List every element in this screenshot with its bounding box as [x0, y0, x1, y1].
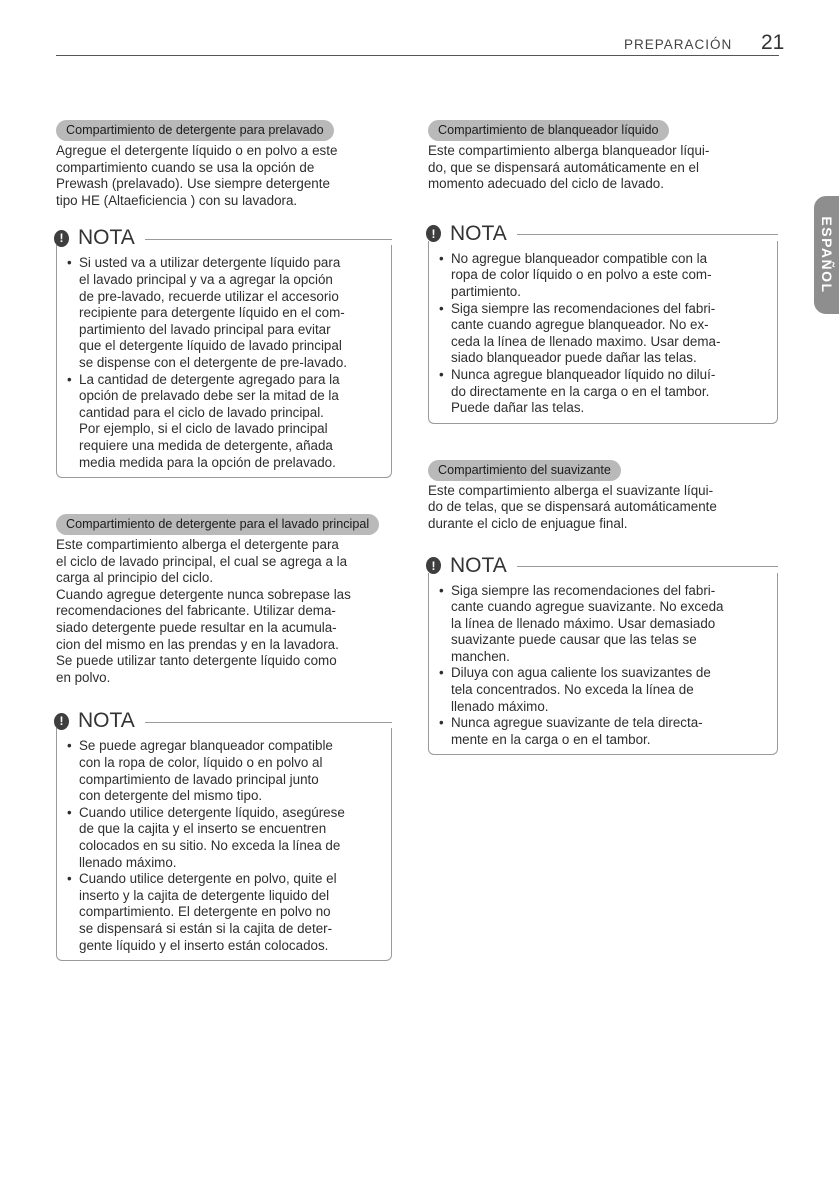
section-body [428, 483, 778, 533]
text-line: llenado máximo. [451, 698, 549, 714]
text-line: Este compartimiento alberga el detergente para [56, 537, 339, 553]
text-line: durante el ciclo de enjuague final. [428, 515, 628, 531]
softener-section [428, 460, 778, 533]
text-line: Cuando agregue detergente nunca sobrepase las [56, 586, 351, 602]
note-bullet-item [437, 583, 771, 666]
text-line: Agregue el detergente líquido o en polvo a este [56, 143, 338, 158]
text-line: ceda la línea de llenado maximo. Usar dema- [451, 333, 721, 349]
text-line: • Si usted va a utilizar detergente líquido para [79, 255, 341, 271]
text-line: cion del mismo en las prendas y en la lavadora. [56, 636, 339, 652]
text-line: • Diluya con agua caliente los suavizantes de [451, 665, 711, 681]
text-line: ropa de color líquido o en polvo a este com- [451, 267, 712, 283]
text-line: • Cuando utilice detergente en polvo, quite el [79, 871, 337, 887]
text-line: de que la cajita y el inserto se encuentren [79, 821, 327, 837]
text-line: • Siga siempre las recomendaciones del fabri- [451, 300, 716, 316]
text-line: momento adecuado del ciclo de lavado. [428, 176, 664, 192]
text-line: se dispensará si están si la cajita de deter- [79, 920, 333, 936]
text-line: Por ejemplo, si el ciclo de lavado principal [79, 421, 328, 437]
text-line: partimiento. [451, 283, 521, 299]
section-heading-bleach: Compartimiento de blanqueador líquido [428, 120, 669, 141]
header-divider [56, 55, 779, 56]
section-body [428, 143, 778, 193]
text-line: que el detergente líquido de lavado principal [79, 338, 342, 354]
text-line: Este compartimiento alberga blanqueador líqui- [428, 143, 710, 158]
section-heading-prewash: Compartimiento de detergente para prelavado [56, 120, 334, 141]
text-line: compartimiento. El detergente en polvo no [79, 904, 331, 920]
text-line: partimiento del lavado principal para evitar [79, 321, 331, 337]
text-line: do directamente en la carga o en el tambor. [451, 383, 710, 399]
section-heading-softener: Compartimiento del suavizante [428, 460, 621, 481]
note-box-prewash [56, 226, 392, 478]
text-line: media medida para la opción de prelavado. [79, 454, 336, 470]
text-line: • Se puede agregar blanqueador compatible [79, 738, 333, 754]
text-line: recomendaciones del fabricante. Utilizar dema- [56, 603, 336, 619]
text-line: compartimiento cuando se usa la opción de [56, 159, 315, 175]
text-line: se dispense con el detergente de pre-lavado. [79, 354, 347, 370]
note-bullet-item [437, 367, 771, 417]
note-bullet-item [437, 301, 771, 367]
note-bullet-item [437, 665, 771, 715]
text-line: • Nunca agregue suavizante de tela directa- [451, 715, 703, 731]
text-line: • No agregue blanqueador compatible con la [451, 250, 708, 266]
text-line: Este compartimiento alberga el suavizante líqui- [428, 482, 714, 498]
text-line: cantidad para el ciclo de lavado principal. [79, 404, 324, 420]
note-box-main-wash [56, 709, 392, 961]
text-line: con detergente del mismo tipo. [79, 788, 263, 804]
note-title: NOTA [78, 226, 135, 250]
exclamation-circle-icon: ! [426, 557, 441, 574]
text-line: con la ropa de color, líquido o en polvo al [79, 755, 323, 771]
text-line: gente líquido y el inserto están colocados. [79, 937, 329, 953]
note-divider [145, 722, 392, 723]
text-line: el ciclo de lavado principal, el cual se agrega a la [56, 553, 348, 569]
text-line: cante cuando agregue blanqueador. No ex- [451, 317, 709, 333]
text-line: la línea de llenado máximo. Usar demasiado [451, 615, 716, 631]
text-line: opción de prelavado debe ser la mitad de la [79, 388, 339, 404]
note-divider [517, 234, 778, 235]
note-bullet-item [65, 255, 385, 371]
main-wash-detergent-section [56, 514, 392, 686]
note-list [437, 251, 771, 417]
text-line: • La cantidad de detergente agregado para la [79, 371, 340, 387]
text-line: • Nunca agregue blanqueador líquido no diluí- [451, 366, 716, 382]
text-line: manchen. [451, 648, 510, 664]
text-line: Prewash (prelavado). Use siempre detergente [56, 176, 330, 192]
text-line: suavizante puede causar que las telas se [451, 632, 697, 648]
note-bullet-item [437, 715, 771, 748]
section-body [56, 537, 392, 686]
page-number: 21 [761, 31, 785, 54]
text-line: en polvo. [56, 669, 111, 685]
text-line: Puede dañar las telas. [451, 400, 585, 416]
text-line: inserto y la cajita de detergente liquido del [79, 887, 330, 903]
left-column [56, 120, 392, 961]
note-bullet-item [65, 372, 385, 472]
language-tab-label: ESPAÑOL [818, 216, 835, 294]
text-line: • Siga siempre las recomendaciones del fabri- [451, 582, 716, 598]
language-side-tab [814, 196, 839, 314]
section-body [56, 143, 392, 209]
exclamation-circle-icon: ! [54, 713, 69, 730]
text-line: recipiente para detergente líquido en el com- [79, 305, 345, 321]
text-line: cante cuando agregue suavizante. No exceda [451, 599, 724, 615]
text-line: • Cuando utilice detergente líquido, asegúrese [79, 804, 345, 820]
text-line: do, que se dispensará automáticamente en el [428, 159, 699, 175]
note-bullet-item [65, 871, 385, 954]
prewash-detergent-section [56, 120, 392, 209]
note-box-softener [428, 553, 778, 756]
text-line: Se puede utilizar tanto detergente líquido como [56, 653, 337, 669]
text-line: tela concentrados. No exceda la línea de [451, 682, 694, 698]
text-line: tipo HE (Altaeficiencia ) con su lavadora. [56, 192, 298, 208]
text-line: mente en la carga o en el tambor. [451, 731, 651, 747]
note-list [437, 583, 771, 749]
section-title: PREPARACIÓN [624, 37, 733, 52]
text-line: do de telas, que se dispensará automáticamente [428, 499, 717, 515]
note-divider [517, 566, 778, 567]
text-line: carga al principio del ciclo. [56, 570, 214, 586]
liquid-bleach-section [428, 120, 778, 193]
text-line: colocados en su sitio. No exceda la línea de [79, 838, 341, 853]
text-line: siado blanqueador puede dañar las telas. [451, 350, 697, 366]
exclamation-circle-icon: ! [54, 230, 69, 247]
note-bullet-item [65, 805, 385, 871]
exclamation-circle-icon: ! [426, 225, 441, 242]
text-line: llenado máximo. [79, 854, 177, 870]
right-column [428, 120, 778, 755]
section-heading-main-wash: Compartimiento de detergente para el lavado principal [56, 514, 379, 535]
note-box-bleach [428, 221, 778, 424]
note-list [65, 738, 385, 954]
note-title: NOTA [450, 553, 507, 577]
note-bullet-item [65, 738, 385, 804]
note-divider [145, 239, 392, 240]
note-bullet-item [437, 251, 771, 301]
note-list [65, 255, 385, 471]
note-title: NOTA [450, 221, 507, 245]
text-line: siado detergente puede resultar en la acumula- [56, 620, 337, 636]
note-title: NOTA [78, 709, 135, 733]
text-line: el lavado principal y va a agregar la opción [79, 271, 333, 287]
text-line: requiere una medida de detergente, añada [79, 437, 333, 453]
text-line: compartimiento de lavado principal junto [79, 771, 319, 787]
text-line: de pre-lavado, recuerde utilizar el accesorio [79, 288, 339, 304]
